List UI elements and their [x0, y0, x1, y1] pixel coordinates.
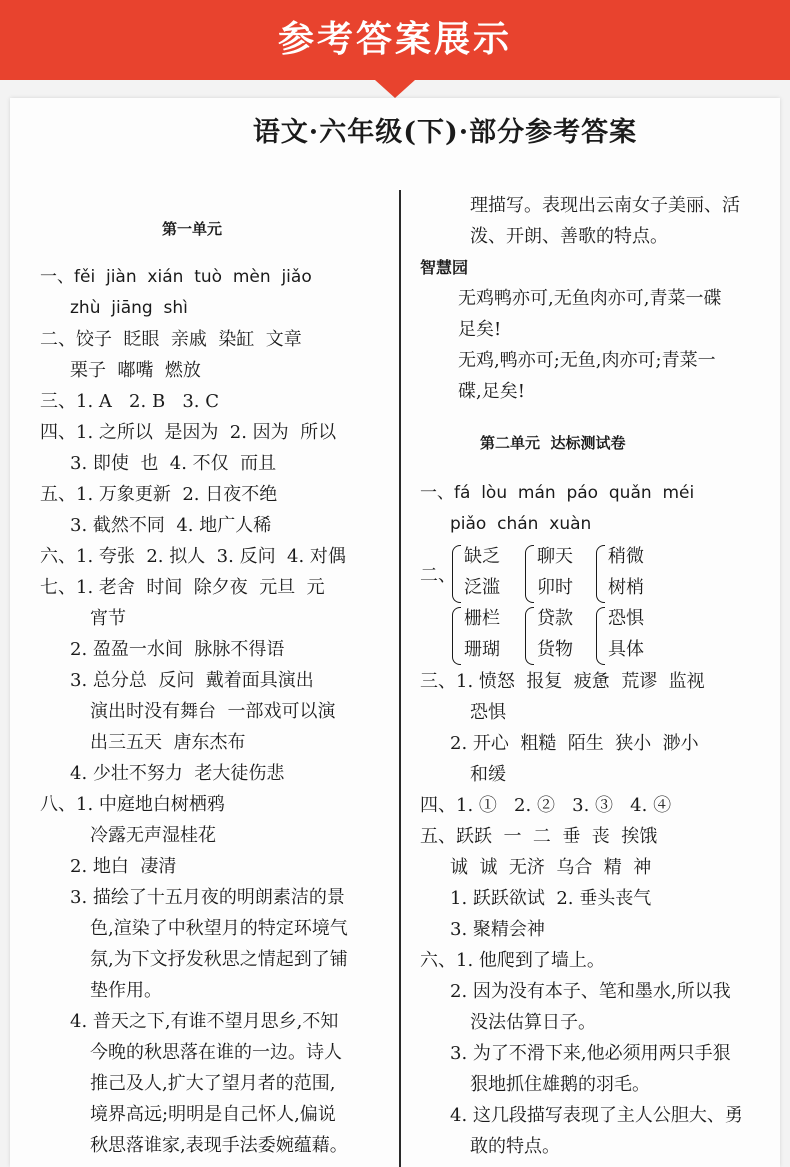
unit-heading: 第二单元 达标测试卷 [480, 434, 626, 452]
answer-line: 一、fěi jiàn xián tuò mèn jiǎo [40, 267, 312, 287]
answer-line: 2. 因为没有本子、笔和墨水,所以我 [450, 981, 731, 1002]
answer-line: 4. 少壮不努力 老大徒伤悲 [70, 763, 285, 784]
brace-mark [596, 607, 605, 665]
answer-line: 无鸡,鸭亦可;无鱼,肉亦可;青菜一 [458, 350, 716, 371]
answer-line: 理描写。表现出云南女子美丽、活 [470, 195, 740, 216]
answer-line: 4. 普天之下,有谁不望月思乡,不知 [70, 1011, 339, 1032]
brace-group [596, 605, 656, 667]
answer-line: 垫作用。 [90, 980, 162, 1001]
answer-line: 二、 [420, 565, 456, 586]
answer-line: 诚 诚 无济 乌合 精 神 [450, 857, 652, 878]
answer-line: 七、1. 老舍 时间 除夕夜 元旦 元 [40, 577, 325, 598]
answer-line: 狠地抓住雄鹅的羽毛。 [470, 1074, 650, 1095]
brace-item: 缺乏 [464, 546, 500, 567]
answer-line: 恐惧 [470, 702, 506, 723]
answer-line: 栗子 嘟嘴 燃放 [70, 360, 201, 381]
brace-item: 栅栏 [464, 608, 500, 629]
brace-group [525, 605, 585, 667]
answer-line: 和缓 [470, 764, 506, 785]
answer-line: 宵节 [90, 608, 126, 629]
brace-item: 树梢 [608, 577, 644, 598]
answer-line: 一、fá lòu mán páo quǎn méi [420, 483, 695, 503]
answer-line: 三、1. A 2. B 3. C [40, 391, 220, 412]
column-divider [399, 190, 401, 1167]
answer-line: 2. 盈盈一水间 脉脉不得语 [70, 639, 285, 660]
brace-item: 珊瑚 [464, 639, 500, 660]
answer-line: 今晚的秋思落在谁的一边。诗人 [90, 1042, 342, 1063]
answer-line: 3. 为了不滑下来,他必须用两只手狠 [450, 1043, 731, 1064]
answer-line: 3. 描绘了十五月夜的明朗素洁的景 [70, 887, 345, 908]
answer-line: zhù jiāng shì [70, 298, 188, 318]
answer-line: 推己及人,扩大了望月者的范围, [90, 1073, 336, 1094]
section-label: 智慧园 [420, 258, 469, 277]
answer-line: 二、饺子 眨眼 亲戚 染缸 文章 [40, 329, 302, 350]
brace-mark [596, 545, 605, 603]
brace-group [596, 543, 656, 605]
answer-line: 无鸡鸭亦可,无鱼肉亦可,青菜一碟 [458, 288, 722, 309]
answer-line: 没法估算日子。 [470, 1012, 596, 1033]
brace-item: 卯时 [537, 577, 573, 598]
brace-group [452, 543, 512, 605]
answer-line: 4. 这几段描写表现了主人公胆大、勇 [450, 1105, 743, 1126]
answer-line: 足矣! [458, 319, 502, 340]
answer-line: 3. 聚精会神 [450, 919, 545, 940]
answer-line: piǎo chán xuàn [450, 514, 592, 534]
brace-item: 泛滥 [464, 577, 500, 598]
banner-title: 参考答案展示 [277, 19, 512, 60]
brace-group [525, 543, 585, 605]
brace-item: 恐惧 [608, 608, 644, 629]
answer-line: 四、1. 之所以 是因为 2. 因为 所以 [40, 422, 337, 443]
answer-line: 出三五天 唐东杰布 [90, 732, 246, 753]
brace-mark [525, 545, 534, 603]
brace-item: 货物 [537, 639, 573, 660]
answer-line: 碟,足矣! [458, 381, 525, 402]
brace-mark [452, 607, 461, 665]
answer-line: 3. 总分总 反问 戴着面具演出 [70, 670, 314, 691]
answer-line: 五、跃跃 一 二 垂 丧 挨饿 [420, 826, 658, 847]
brace-item: 稍微 [608, 546, 644, 567]
unit-heading: 第一单元 [162, 220, 223, 238]
answer-line: 3. 截然不同 4. 地广人稀 [70, 515, 272, 536]
brace-item: 贷款 [537, 608, 573, 629]
brace-group [452, 605, 512, 667]
answer-line: 境界高远;明明是自己怀人,偏说 [90, 1104, 336, 1125]
answer-line: 八、1. 中庭地白树栖鸦 [40, 794, 225, 815]
answer-line: 氛,为下文抒发秋思之情起到了铺 [90, 949, 348, 970]
page-title: 语文·六年级(下)·部分参考答案 [252, 117, 638, 148]
answer-line: 冷露无声湿桂花 [90, 825, 216, 846]
answer-line: 2. 地白 凄清 [70, 856, 177, 877]
brace-mark [525, 607, 534, 665]
answer-line: 六、1. 他爬到了墙上。 [420, 950, 605, 971]
answer-line: 敢的特点。 [470, 1136, 560, 1157]
answer-line: 泼、开朗、善歌的特点。 [470, 226, 668, 247]
answer-line: 演出时没有舞台 一部戏可以演 [90, 701, 336, 722]
banner-notch [375, 80, 415, 98]
answer-line: 秋思落谁家,表现手法委婉蕴藉。 [90, 1135, 348, 1156]
brace-mark [452, 545, 461, 603]
answer-line: 3. 即使 也 4. 不仅 而且 [70, 453, 277, 474]
answer-line: 色,渲染了中秋望月的特定环境气 [90, 918, 348, 939]
answer-line: 三、1. 愤怒 报复 疲惫 荒谬 监视 [420, 671, 705, 692]
answer-line: 五、1. 万象更新 2. 日夜不绝 [40, 484, 278, 505]
brace-item: 具体 [608, 639, 644, 660]
brace-item: 聊天 [537, 546, 573, 567]
answer-line: 1. 跃跃欲试 2. 垂头丧气 [450, 888, 652, 909]
answer-line: 2. 开心 粗糙 陌生 狭小 渺小 [450, 733, 699, 754]
answer-line: 六、1. 夸张 2. 拟人 3. 反问 4. 对偶 [40, 546, 346, 567]
answer-line: 四、1. ① 2. ② 3. ③ 4. ④ [420, 795, 672, 816]
